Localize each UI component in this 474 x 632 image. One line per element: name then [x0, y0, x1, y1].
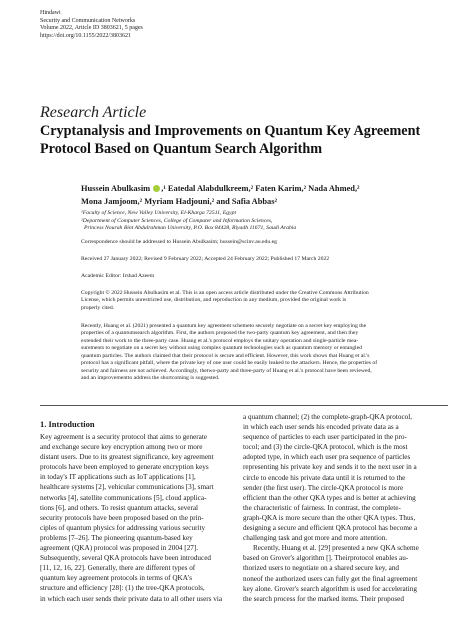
body-line: problems [7–26]. The pioneering quantum-based key: [40, 533, 193, 542]
body-line: noneof the authorized users can fully get the final agreement: [243, 574, 418, 583]
right-column: [243, 412, 448, 604]
body-line: Recently, Huang et al. [29] presented a new QKA scheme: [253, 544, 419, 553]
body-line: Subsequently, several QKA protocols have been introduced: [40, 554, 211, 563]
body-line: representing his private key and sends it to the next user in a: [243, 463, 417, 472]
body-line: sequence of particles to each user participated in the pro-: [243, 433, 407, 442]
article-title: [40, 122, 440, 158]
copyright-line: Copyright © 2022 Hussein Abulkasim et al. This is an open access article distributed under the Creative Commons Attribution: [81, 290, 369, 296]
body-line: in today's IT applications such as IoT applications [1],: [40, 473, 196, 482]
copyright-line: properly cited.: [81, 304, 115, 311]
body-line: thorized users to negotiate on a shared secure key, and: [243, 564, 400, 573]
body-line: designing a secure and efficient QKA protocol has become a: [243, 524, 418, 533]
body-line: quantum key agreement protocols in terms of QKA's: [40, 574, 192, 583]
body-line: [11, 12, 16, 22]. Generally, there are different types of: [40, 564, 196, 573]
body-line: tions [6], and others. To resist quantum attacks, several: [40, 503, 199, 512]
author-list: [81, 182, 441, 208]
affiliations: [81, 210, 441, 233]
body-line: distant users. Due to its greatest significance, key agreement: [40, 453, 214, 462]
abstract-line: Recently, Huang et al. (2021) presented a quantum key agreement schemeto securely negotiate on a secret key employing the: [81, 323, 367, 329]
body-line: tocol; and (3) the circle-QKA protocol, which is the most: [243, 443, 408, 452]
orcid-icon[interactable]: [153, 185, 160, 192]
journal-name: Security and Communication Networks: [40, 17, 136, 24]
abstract-line: surements to negotiate on a secret key without using complex quantum technologies such as quantum memory or entangled: [81, 345, 362, 352]
body-line: challenging task and got more and more attention.: [243, 534, 388, 543]
title-line: Cryptanalysis and Improvements on Quantum Key Agreement: [40, 123, 421, 139]
affiliation-line: ¹Faculty of Science, New Valley University, El-Kharga 72511, Egypt: [81, 210, 237, 216]
body-line: healthcare systems [2], vehicular communications [3], smart: [40, 483, 214, 492]
abstract: [81, 323, 445, 383]
body-line: adopted type, in which each user pra sequence of particles: [243, 453, 411, 462]
abstract-line: protocol has a significant pitfall, where the private key of one user could be easily leaked to the attackers. Hence, the properties of: [81, 360, 378, 367]
section-heading: 1. Introduction: [40, 419, 95, 429]
body-line: structure and efficiency [28]: (1) the tree-QKA protocols,: [40, 584, 205, 593]
author-name: Hussein Abulkasim: [81, 184, 151, 193]
article-type: Research Article: [40, 104, 147, 121]
copyright-notice: [81, 290, 441, 312]
abstract-line: properties of a quantumsearch algorithm. First, the authors proposed the two-party quantum key agreement, and then they: [81, 330, 359, 337]
affiliation-line: ²Department of Computer Sciences, College of Computer and Information Sciences,: [81, 217, 273, 224]
author-line: Mona Jamjoom,² Myriam Hadjouni,² and Safia Abbas²: [81, 197, 277, 206]
body-line: protocols have been employed to generate encryption keys: [40, 463, 209, 472]
academic-editor: Academic Editor: Irshad Azeem: [81, 273, 155, 279]
section-divider: [40, 405, 448, 406]
publication-dates: Received 27 January 2022; Revised 9 February 2022; Accepted 24 February 2022; Published 17 March 2022: [81, 256, 330, 262]
body-line: graph-QKA is more secure than the other QKA types. Thus,: [243, 513, 416, 522]
body-line: based on Grover's algorithm []. Theirprotocol enables au-: [243, 554, 409, 563]
body-line: ciples of quantum physics for addressing various security: [40, 523, 206, 532]
body-line: a quantum channel; (2) the complete-graph-QKA protocol,: [243, 413, 413, 421]
copyright-line: License, which permits unrestricted use, distribution, and reproduction in any medium, provided the original work is: [81, 297, 347, 304]
body-line: sender (the first user). The circle-QKA protocol is more: [243, 483, 404, 492]
abstract-line: quantum particles. The authors claimed that their protocol is secure and efficient. However, this work shows that Huang et al.'s: [81, 352, 370, 359]
body-line: in which each user sends his encoded private data as a: [243, 423, 399, 432]
correspondence: Correspondence should be addressed to Hussein Abulkasim; hussein@scinv.au.edu.eg: [81, 239, 277, 245]
body-line: networks [4], satellite communications [5], cloud applica-: [40, 493, 207, 502]
body-line: key alone. Grover's search algorithm is used for accelerating: [243, 584, 417, 593]
abstract-line: and an improvementto address the shortcoming is suggested.: [81, 375, 220, 382]
body-line: the search process for the marked items. Their proposed: [243, 594, 404, 603]
body-line: security protocols have been proposed based on the prin-: [40, 513, 204, 522]
journal-header: [40, 10, 143, 40]
body-line: in which each user sends their private data to all other users via: [40, 594, 223, 603]
author-line: [81, 182, 441, 195]
left-column: [40, 432, 245, 604]
affiliation-line: Princess Nourah Bint Abdulrahman University, P.O. Box 84428, Riyadh 11671, Saudi Arabia: [84, 225, 297, 232]
body-line: the characteristic of fairness. In contrast, the complete-: [243, 503, 401, 512]
doi-link[interactable]: https://doi.org/10.1155/2022/3803621: [40, 32, 132, 39]
abstract-line: extended their work to the three-party case. Huang et al.'s protocol employs the unitary operation and single-particle mea-: [81, 337, 359, 344]
body-line: circle to encode his private data until it is returned to the: [243, 473, 406, 482]
volume-info: Volume 2022, Article ID 3803621, 5 pages: [40, 25, 143, 32]
body-line: efficient than the other QKA types and is better at achieving: [243, 493, 416, 502]
abstract-line: security and fairness are not achieved. Accordingly, thetwo-party and three-party of Huang et al.'s protocol have been reviewed,: [81, 367, 372, 374]
title-line: Protocol Based on Quantum Search Algorithm: [40, 141, 323, 157]
publisher: Hindawi: [40, 10, 61, 16]
body-line: and exchange secure key encryption among two or more: [40, 443, 203, 452]
body-line: Key agreement is a security protocol that aims to generate: [40, 433, 208, 441]
author-rest: ,¹ Eatedal Alabdulkreem,² Faten Karim,² Nada Ahmed,²: [161, 184, 360, 193]
body-line: agreement (QKA) protocol was proposed in 2004 [27].: [40, 544, 199, 553]
